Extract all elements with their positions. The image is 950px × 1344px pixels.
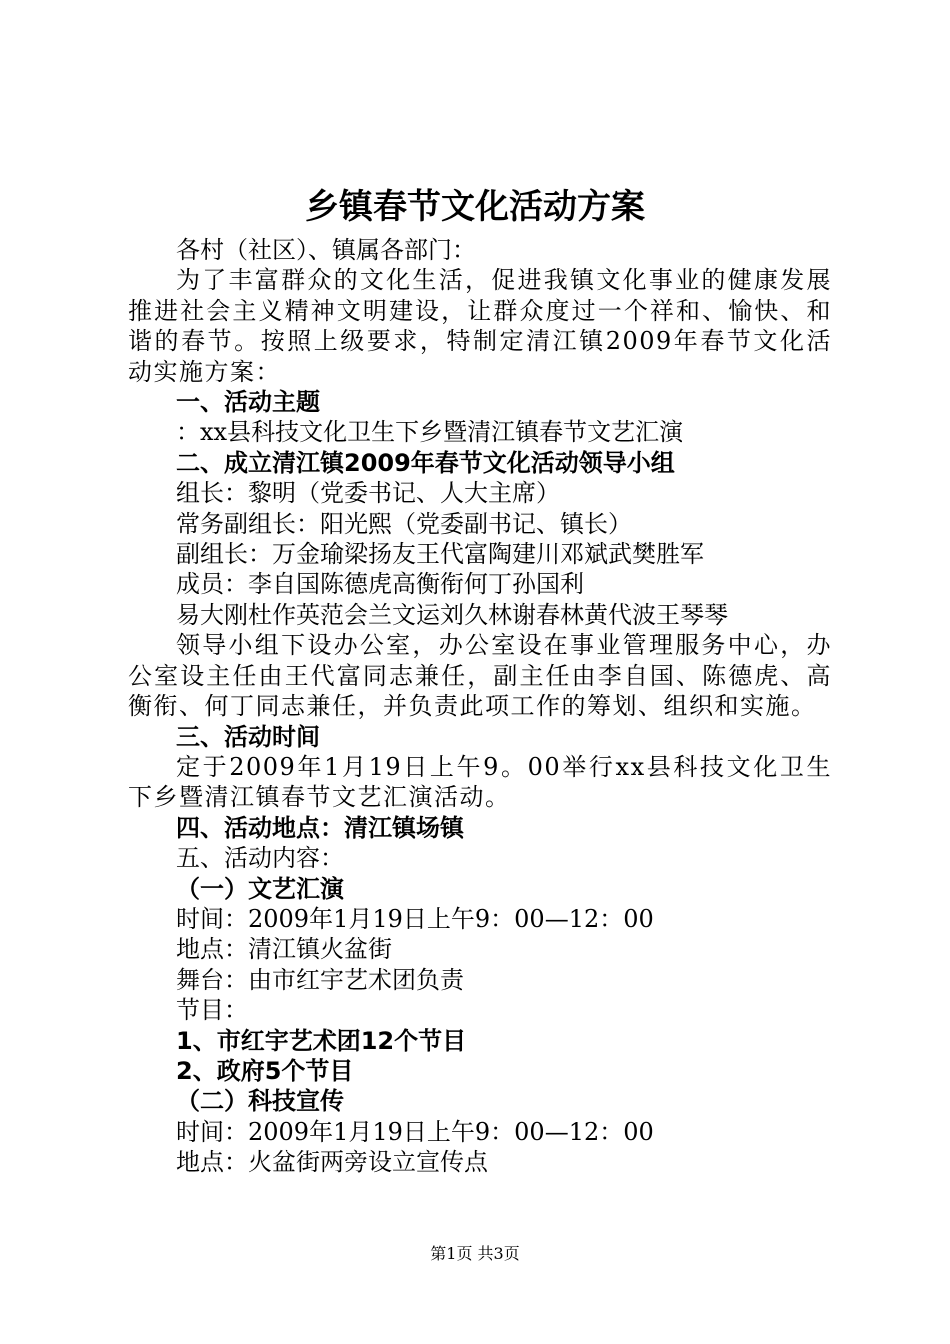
section-heading-time: 三、活动时间 xyxy=(176,722,320,751)
leader-line: 组长：黎明（党委书记、人大主席） xyxy=(176,479,560,508)
intro-paragraph: 为了丰富群众的文化生活，促进我镇文化事业的健康发展推进社会主义精神文明建设，让群众度过一个祥和、愉快、和谐的春节。按照上级要求，特制定清江镇2009年春节文化活动实施方案： xyxy=(128,266,832,386)
subsection-heading-science: （二）科技宣传 xyxy=(176,1087,344,1116)
performance-location: 地点：清江镇火盆街 xyxy=(176,935,392,964)
section-heading-theme: 一、活动主题 xyxy=(176,388,320,417)
performance-programs-label: 节目： xyxy=(176,996,248,1025)
section-heading-leadership: 二、成立清江镇2009年春节文化活动领导小组 xyxy=(176,448,675,477)
section-heading-location: 四、活动地点：清江镇场镇 xyxy=(176,813,464,842)
document-body xyxy=(128,235,832,1178)
page-footer: 第1页 共3页 xyxy=(430,1244,520,1263)
performance-stage: 舞台：由市红宇艺术团负责 xyxy=(176,965,464,994)
members-line: 成员：李自国陈德虎高衡衔何丁孙国利 xyxy=(176,570,584,599)
salutation: 各村（社区）、镇属各部门： xyxy=(176,236,476,264)
theme-text: ：xx县科技文化卫生下乡暨清江镇春节文艺汇演 xyxy=(176,418,684,447)
program-item-1: 1、市红宇艺术团12个节目 xyxy=(176,1026,467,1055)
program-item-2: 2、政府5个节目 xyxy=(176,1056,354,1085)
deputy-line: 副组长：万金瑜梁扬友王代富陶建川邓斌武樊胜军 xyxy=(176,540,704,569)
performance-time: 时间：2009年1月19日上午9：00—12：00 xyxy=(176,904,654,933)
office-paragraph: 领导小组下设办公室，办公室设在事业管理服务中心，办公室设主任由王代富同志兼任，副主任由李自国、陈德虎、高衡衔、何丁同志兼任，并负责此项工作的筹划、组织和实施。 xyxy=(128,631,832,721)
members-line-continued: 易大刚杜作英范会兰文运刘久林谢春林黄代波王琴琴 xyxy=(176,600,728,629)
executive-deputy-line: 常务副组长：阳光熙（党委副书记、镇长） xyxy=(176,509,632,538)
science-location: 地点：火盆街两旁设立宣传点 xyxy=(176,1148,488,1177)
time-paragraph: 定于2009年1月19日上午9。00举行xx县科技文化卫生下乡暨清江镇春节文艺汇演活动。 xyxy=(128,752,832,812)
document-title: 乡镇春节文化活动方案 xyxy=(305,187,645,227)
subsection-heading-performance: （一）文艺汇演 xyxy=(176,874,344,903)
section-heading-content: 五、活动内容： xyxy=(176,844,344,873)
science-time: 时间：2009年1月19日上午9：00—12：00 xyxy=(176,1117,654,1146)
